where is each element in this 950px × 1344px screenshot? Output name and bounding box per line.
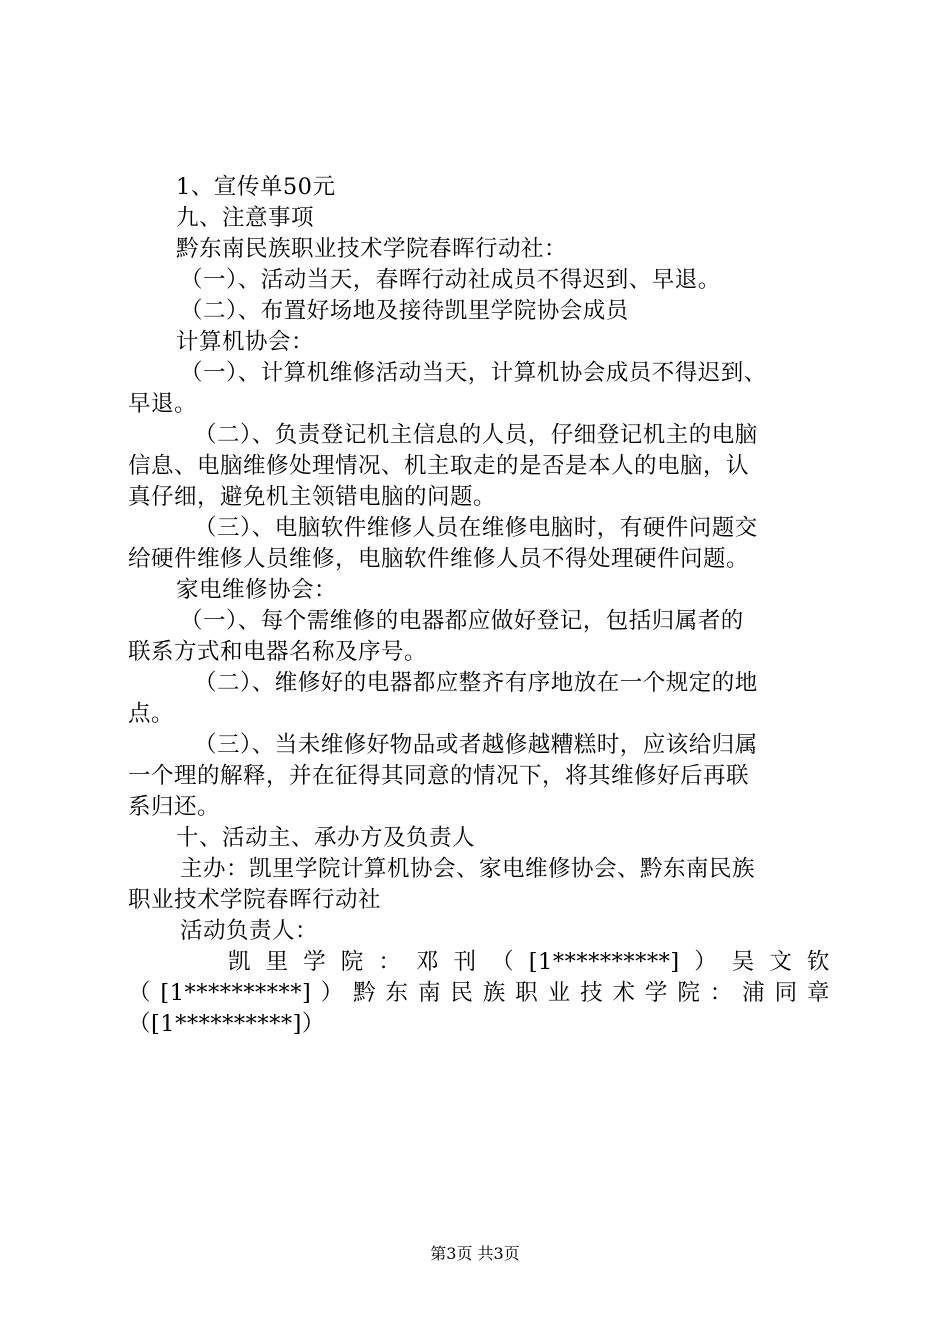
organizer-text: 主办：凯里学院计算机协会、家电维修协会、黔东南民族 [180, 856, 756, 882]
note-item-continuation: 信息、电脑维修处理情况、机主取走的是否是本人的电脑，认 [128, 453, 750, 479]
responsible-persons-text: （[1**********]） [128, 1011, 325, 1037]
subheading-computer-association: 计算机协会： [176, 329, 315, 355]
responsible-persons-text: （[1**********]）黔东南民族职业技术学院：浦同章 [128, 980, 830, 1006]
note-item-continuation: 早退。 [128, 391, 198, 417]
note-item: （三）、当未维修好物品或者越修越糟糕时，应该给归属 [194, 732, 758, 758]
organizer-text-continuation: 职业技术学院春晖行动社 [128, 887, 382, 913]
note-item: （一）、活动当天，春晖行动社成员不得迟到、早退。 [180, 267, 721, 293]
note-item-continuation: 一个理的解释，并在征得其同意的情况下，将其维修好后再联 [128, 763, 750, 789]
note-item-continuation: 点。 [128, 701, 175, 727]
subheading-responsible-persons: 活动负责人： [180, 918, 319, 944]
note-item: （一）、每个需维修的电器都应做好登记，包括归属者的 [180, 608, 744, 634]
section-heading-notes: 九、注意事项 [176, 205, 315, 231]
note-item: （三）、电脑软件维修人员在维修电脑时，有硬件问题交 [194, 515, 758, 541]
note-item: （一）、计算机维修活动当天，计算机协会成员不得迟到、 [180, 360, 767, 386]
subheading-chunhui-society: 黔东南民族职业技术学院春晖行动社： [176, 236, 568, 262]
note-item: （二）、负责登记机主信息的人员，仔细登记机主的电脑 [194, 422, 758, 448]
page-number-footer: 第3页 共3页 [430, 1244, 520, 1263]
budget-item-flyer: 1、宣传单50元 [176, 174, 336, 200]
note-item-continuation: 系归还。 [128, 794, 221, 820]
note-item: （二）、布置好场地及接待凯里学院协会成员 [180, 298, 629, 324]
note-item-continuation: 给硬件维修人员维修，电脑软件维修人员不得处理硬件问题。 [128, 546, 750, 572]
subheading-appliance-association: 家电维修协会： [176, 577, 338, 603]
responsible-persons-text: 凯里学院：邓刊（[1**********]）吴文钦 [228, 949, 830, 975]
note-item-continuation: 真仔细，避免机主领错电脑的问题。 [128, 484, 497, 510]
note-item: （二）、维修好的电器都应整齐有序地放在一个规定的地 [194, 670, 758, 696]
section-heading-organizers: 十、活动主、承办方及负责人 [176, 825, 476, 851]
document-body [128, 172, 830, 1040]
note-item-continuation: 联系方式和电器名称及序号。 [128, 639, 428, 665]
